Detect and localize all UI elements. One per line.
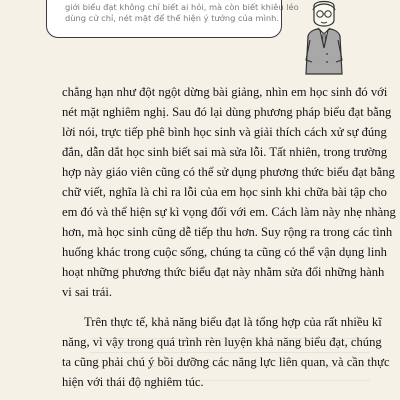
speech-bubble-line: giới biểu đạt không chỉ biết ai hỏi, mà còn biết khiêu léo xyxy=(65,2,299,12)
text-line: em đó và thể hiện sự kì vọng đối với em. Cách làm này nhẹ nhàng xyxy=(62,205,396,219)
text-line: Trên thực tế, khả năng biểu đạt là tổng hợp của rất nhiều kĩ xyxy=(84,315,382,329)
text-line: hiện với thái độ nghiêm túc. xyxy=(62,375,204,389)
text-line: chẳng hạn như đột ngột dừng bài giảng, nhìn em học sinh đó với xyxy=(62,85,388,99)
cartoon-teacher-illustration xyxy=(296,0,352,82)
body-text xyxy=(62,82,396,392)
text-line: vi sai trái. xyxy=(62,285,113,299)
text-line: lời nói, trực tiếp phê bình học sinh và giải thích cách xử sự đúng xyxy=(62,125,387,139)
text-line: chữ viết, nghĩa là chỉ ra lỗi của em học sinh khi chữa bài tập cho xyxy=(62,185,387,199)
text-line: hơn, mà học sinh cũng dễ tiếp thu hơn. Suy rộng ra trong các tình xyxy=(62,225,393,239)
text-line: hợp này giáo viên cũng có thể sử dụng phương thức biểu đạt bằng xyxy=(62,165,395,179)
text-line: hoạt những phương thức biểu đạt này nhằm sửa đổi những hành xyxy=(62,265,385,279)
speech-bubble xyxy=(46,0,299,38)
text-line: ta cũng phải chú ý bồi dưỡng các năng lực liên quan, và cần thực xyxy=(62,355,390,369)
text-line: nét mặt nghiêm nghị. Sau đó lại dùng phương pháp biểu đạt bằng xyxy=(62,105,392,119)
text-line: năng, vì vậy trong quá trình rèn luyện khả năng biểu đạt, chúng xyxy=(62,335,382,349)
text-line: huống khác trong cuộc sống, chúng ta cũng có thể vận dụng linh xyxy=(62,245,387,259)
text-line: đắn, dẫn dắt học sinh biết sai mà sửa lỗi. Tất nhiên, trong trường xyxy=(62,145,388,159)
speech-bubble-line: dùng cử chỉ, nét mặt để thể hiện ý tưởng của mình. xyxy=(65,13,280,23)
